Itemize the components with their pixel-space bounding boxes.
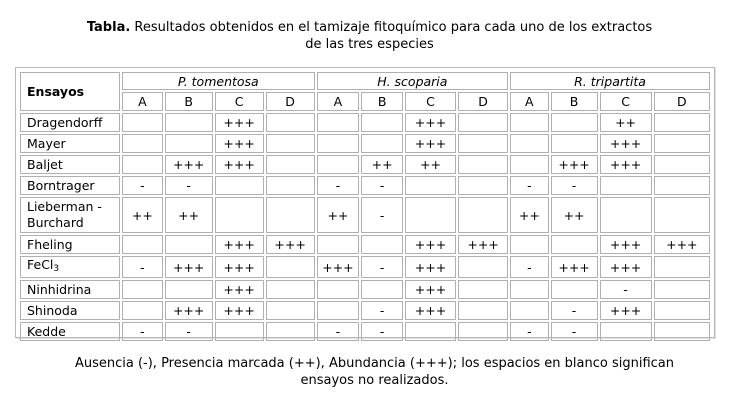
result-cell: - [510,322,549,341]
result-cell: ++ [510,197,549,233]
result-cell [122,155,163,174]
result-cell [458,197,508,233]
result-cell [122,301,163,320]
result-cell: +++ [215,134,264,153]
result-cell: - [317,322,360,341]
result-cell: +++ [165,155,213,174]
result-cell: ++ [551,197,598,233]
subcolumn-header: A [317,92,360,111]
result-cell: +++ [551,155,598,174]
row-label: FeCl$_3$ [20,256,120,278]
result-cell: +++ [317,256,360,278]
species-header-h-scoparia: H. scoparia [317,72,508,90]
caption-line-2: de las tres especies [305,37,434,52]
result-cell: - [510,176,549,195]
subcolumn-header: C [405,92,456,111]
table-row [20,256,710,278]
result-cell: +++ [215,235,264,254]
result-cell: - [122,256,163,278]
result-cell [266,113,315,132]
result-cell [266,301,315,320]
result-cell [551,280,598,299]
result-cell [266,155,315,174]
result-cell [317,280,360,299]
row-label: Lieberman - Burchard [20,197,120,233]
result-cell [458,256,508,278]
table-row [20,235,710,254]
species-header-row [20,72,710,90]
row-label: Borntrager [20,176,120,195]
result-cell [458,155,508,174]
table-footnote [0,355,739,389]
result-cell [317,235,360,254]
result-cell [317,155,360,174]
result-cell: - [361,322,403,341]
result-cell: - [361,197,403,233]
result-cell: +++ [405,113,456,132]
result-cell: +++ [600,134,652,153]
result-cell: +++ [600,155,652,174]
result-cell [600,322,652,341]
result-cell: +++ [266,235,315,254]
result-cell [405,197,456,233]
result-cell [165,280,213,299]
table-body [20,113,710,341]
result-cell [654,113,710,132]
result-cell [215,176,264,195]
result-cell: +++ [405,256,456,278]
result-cell [654,301,710,320]
table-row [20,197,710,233]
result-cell: +++ [215,301,264,320]
result-cell [458,113,508,132]
result-cell [600,197,652,233]
result-cell [510,235,549,254]
result-cell: ++ [122,197,163,233]
result-cell [510,155,549,174]
result-cell [654,256,710,278]
result-cell [654,197,710,233]
result-cell [266,322,315,341]
result-cell: +++ [215,113,264,132]
result-cell [317,301,360,320]
species-header-r-tripartita: R. tripartita [510,72,710,90]
result-cell: +++ [405,301,456,320]
result-cell [458,301,508,320]
result-cell: +++ [600,301,652,320]
result-cell: ++ [405,155,456,174]
subcolumn-header: B [551,92,598,111]
result-cell: +++ [405,134,456,153]
species-header-p-tomentosa: P. tomentosa [122,72,315,90]
table-row [20,155,710,174]
result-cell [266,256,315,278]
result-cell [458,176,508,195]
result-cell [361,235,403,254]
result-cell: - [361,256,403,278]
table-row [20,301,710,320]
result-cell [458,134,508,153]
subcolumn-header: D [458,92,508,111]
result-cell: +++ [405,235,456,254]
result-cell: +++ [654,235,710,254]
result-cell [510,134,549,153]
result-cell [510,280,549,299]
result-cell: +++ [215,155,264,174]
result-cell: - [551,301,598,320]
results-table-container [15,67,715,338]
result-cell: ++ [165,197,213,233]
result-cell: ++ [317,197,360,233]
subcolumn-header: C [215,92,264,111]
result-cell: - [165,322,213,341]
row-label: Baljet [20,155,120,174]
result-cell [654,322,710,341]
subcolumn-header-row [20,92,710,111]
result-cell [317,113,360,132]
results-table [18,70,712,343]
result-cell [165,134,213,153]
result-cell: - [600,280,652,299]
subcolumn-header: C [600,92,652,111]
result-cell [361,113,403,132]
result-cell: - [317,176,360,195]
row-label: Shinoda [20,301,120,320]
result-cell: +++ [405,280,456,299]
result-cell: +++ [165,256,213,278]
result-cell [510,301,549,320]
subcolumn-header: D [654,92,710,111]
result-cell: +++ [215,256,264,278]
result-cell: +++ [600,256,652,278]
result-cell: - [510,256,549,278]
result-cell [458,322,508,341]
subcolumn-header: A [122,92,163,111]
result-cell [361,134,403,153]
result-cell [165,235,213,254]
result-cell [266,134,315,153]
footnote-line-2: ensayos no realizados. [300,373,449,388]
result-cell: ++ [361,155,403,174]
result-cell: +++ [458,235,508,254]
caption-title: Tabla. [86,20,131,35]
table-caption [0,19,739,53]
row-label: Dragendorff [20,113,120,132]
result-cell: +++ [215,280,264,299]
result-cell: ++ [600,113,652,132]
result-cell: +++ [551,256,598,278]
result-cell [165,113,213,132]
result-cell [551,113,598,132]
caption-line-1 [0,19,739,36]
result-cell [551,235,598,254]
subcolumn-header: A [510,92,549,111]
row-label: Mayer [20,134,120,153]
subcolumn-header: B [165,92,213,111]
result-cell [266,197,315,233]
subcolumn-header: B [361,92,403,111]
footnote-line-1: Ausencia (-), Presencia marcada (++), Abundancia (+++); los espacios en blanco significan [74,356,675,371]
table-row [20,113,710,132]
subcolumn-header: D [266,92,315,111]
result-cell: - [361,301,403,320]
result-cell: +++ [165,301,213,320]
result-cell [510,113,549,132]
result-cell [654,176,710,195]
result-cell [551,134,598,153]
caption-text-1: Resultados obtenidos en el tamizaje fitoquímico para cada uno de los extractos [134,20,653,35]
result-cell [600,176,652,195]
table-row [20,134,710,153]
table-row [20,280,710,299]
result-cell [405,322,456,341]
row-label: Fheling [20,235,120,254]
ensayos-header: Ensayos [20,72,120,111]
table-row [20,176,710,195]
result-cell [215,322,264,341]
result-cell [266,280,315,299]
result-cell [405,176,456,195]
result-cell [654,280,710,299]
result-cell [458,280,508,299]
result-cell: - [165,176,213,195]
result-cell [122,134,163,153]
result-cell [122,113,163,132]
row-label: Ninhidrina [20,280,120,299]
result-cell [215,197,264,233]
result-cell: - [122,322,163,341]
table-row [20,322,710,341]
result-cell [122,235,163,254]
result-cell [122,280,163,299]
result-cell: - [361,176,403,195]
result-cell [654,134,710,153]
result-cell [654,155,710,174]
result-cell [317,134,360,153]
row-label: Kedde [20,322,120,341]
result-cell: - [551,322,598,341]
result-cell: - [122,176,163,195]
result-cell: +++ [600,235,652,254]
result-cell [361,280,403,299]
result-cell [266,176,315,195]
result-cell: - [551,176,598,195]
